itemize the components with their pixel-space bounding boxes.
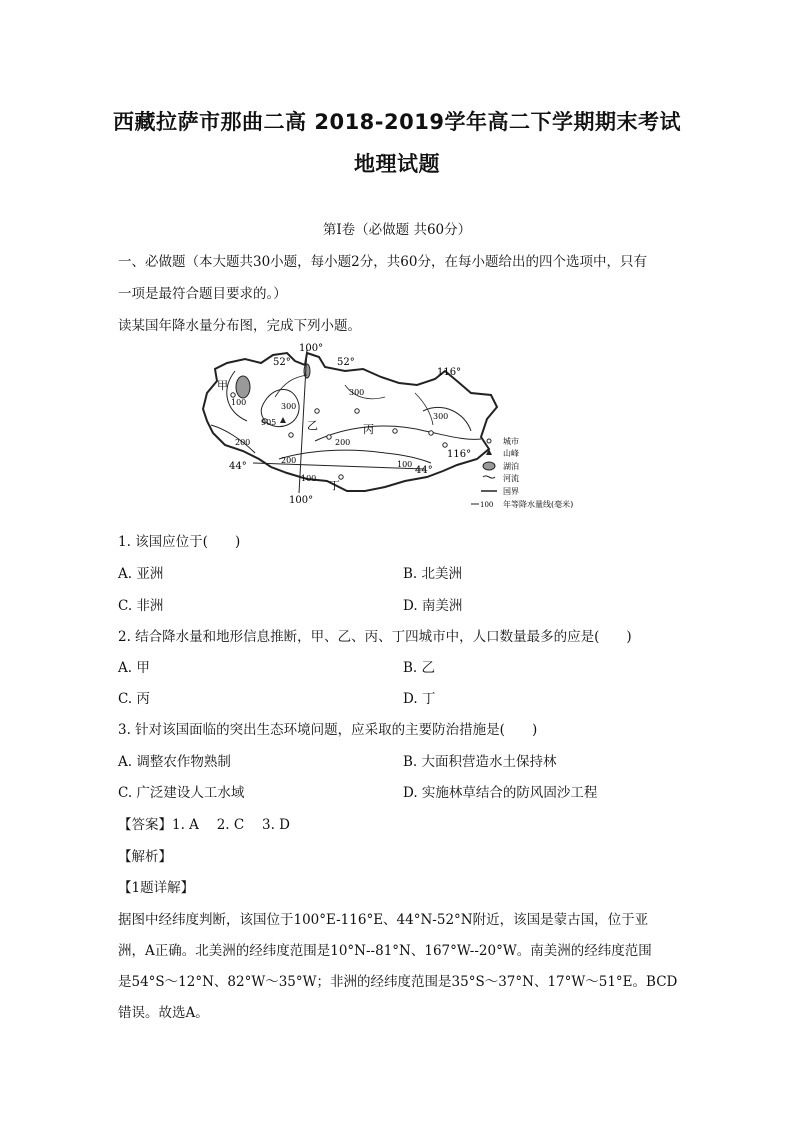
question-3-stem: 3. 针对该国面临的突出生态环境问题，应采取的主要防治措施是( ) xyxy=(118,722,538,738)
label-lon100-bottom: 100° xyxy=(289,495,314,506)
label-iso-100a: 100 xyxy=(231,398,247,407)
label-lon116-right: 116° xyxy=(447,449,472,460)
legend-lake-icon xyxy=(483,462,495,470)
city-marker xyxy=(393,429,397,433)
city-marker xyxy=(443,443,447,447)
city-marker xyxy=(429,431,433,435)
legend-city: 城市 xyxy=(503,437,519,446)
meridian-100 xyxy=(299,349,307,493)
q1-option-c: C. 非洲 xyxy=(118,598,164,614)
read-prompt: 读某国年降水量分布图，完成下列小题。 xyxy=(118,318,361,334)
legend-border: 国界 xyxy=(503,487,519,496)
q3-option-b: B. 大面积营造水土保持林 xyxy=(403,754,557,770)
label-iso-200a: 200 xyxy=(235,438,251,447)
q2-option-b: B. 乙 xyxy=(403,660,436,676)
legend-isohyet-value: 100 xyxy=(480,501,494,509)
map-legend xyxy=(471,436,573,509)
q2-option-d: D. 丁 xyxy=(403,691,436,707)
detail-label: 【1题详解】 xyxy=(118,880,195,896)
label-iso-200c: 200 xyxy=(335,438,351,447)
q3-option-d: D. 实施林草结合的防风固沙工程 xyxy=(403,785,598,801)
precipitation-map xyxy=(195,341,605,516)
label-iso-200b: 200 xyxy=(281,456,297,465)
lake-north xyxy=(304,364,310,378)
label-city-ding: 丁 xyxy=(329,479,340,492)
legend-peak: 山峰 xyxy=(503,449,519,458)
label-city-yi: 乙 xyxy=(307,419,318,432)
city-marker xyxy=(355,409,359,413)
river-3 xyxy=(415,393,433,425)
city-marker xyxy=(327,435,331,439)
q2-option-c: C. 丙 xyxy=(118,691,150,707)
legend-city-icon xyxy=(487,439,491,443)
q3-option-a: A. 调整农作物熟制 xyxy=(118,754,231,770)
city-marker xyxy=(315,409,319,413)
section-title: 第Ⅰ卷（必做题 共60分） xyxy=(322,222,472,238)
label-lat44-left: 44° xyxy=(229,461,247,472)
legend-isohyet: 年等降水量线(毫米) xyxy=(503,500,574,509)
label-iso-300c: 300 xyxy=(433,412,449,421)
q2-option-a: A. 甲 xyxy=(118,660,150,676)
instruction-line-1: 一、必做题（本大题共30小题，每小题2分，共60分，在每小题给出的四个选项中，只有 xyxy=(118,254,647,270)
legend-lake: 湖泊 xyxy=(503,462,519,471)
q1-option-b: B. 北美洲 xyxy=(403,566,463,582)
answer-line: 【答案】1. A 2. C 3. D xyxy=(118,817,290,833)
city-marker xyxy=(289,433,293,437)
question-1-stem: 1. 该国应位于( ) xyxy=(118,534,241,550)
question-2-stem: 2. 结合降水量和地形信息推断，甲、乙、丙、丁四城市中，人口数量最多的应是( ) xyxy=(118,629,632,645)
q1-option-a: A. 亚洲 xyxy=(118,566,164,582)
label-iso-300b: 300 xyxy=(349,388,365,397)
label-lat52-left: 52° xyxy=(273,357,291,368)
label-peak-905: 905 xyxy=(261,418,277,427)
label-city-jia: 甲 xyxy=(217,379,228,392)
lake-west xyxy=(236,376,250,398)
label-iso-300a: 300 xyxy=(281,402,297,411)
label-iso-100c: 100 xyxy=(397,460,413,469)
legend-river-icon xyxy=(483,476,495,478)
exam-title: 西藏拉萨市那曲二高 2018-2019学年高二下学期期末考试 xyxy=(113,110,681,134)
peak-marker xyxy=(280,417,286,423)
label-lon100-top: 100° xyxy=(299,343,324,354)
explanation-line-3: 是54°S～12°N、82°W～35°W；非洲的经纬度范围是35°S～37°N、17°W～51°E。BCD xyxy=(118,974,678,990)
explanation-line-1: 据图中经纬度判断，该国位于100°E-116°E、44°N-52°N附近，该国是蒙古国，位于亚 xyxy=(118,912,649,928)
q3-option-c: C. 广泛建设人工水域 xyxy=(118,785,245,801)
label-iso-100b: 100 xyxy=(301,474,317,483)
city-marker xyxy=(231,393,235,397)
explanation-line-4: 错误。故选A。 xyxy=(118,1005,209,1021)
label-city-bing: 丙 xyxy=(363,423,374,436)
instruction-line-2: 一项是最符合题目要求的。） xyxy=(118,286,287,302)
explanation-line-2: 洲，A正确。北美洲的经纬度范围是10°N--81°N、167°W--20°W。南美洲的经纬度范围 xyxy=(118,943,652,959)
river-1 xyxy=(275,375,307,397)
q1-option-d: D. 南美洲 xyxy=(403,598,463,614)
label-lat52-right: 52° xyxy=(337,357,355,368)
label-lon116-top: 116° xyxy=(437,367,462,378)
legend-river: 河流 xyxy=(503,474,519,483)
exam-subject: 地理试题 xyxy=(354,152,440,176)
analysis-label: 【解析】 xyxy=(118,849,172,865)
label-lat44-right: 44° xyxy=(415,465,433,476)
